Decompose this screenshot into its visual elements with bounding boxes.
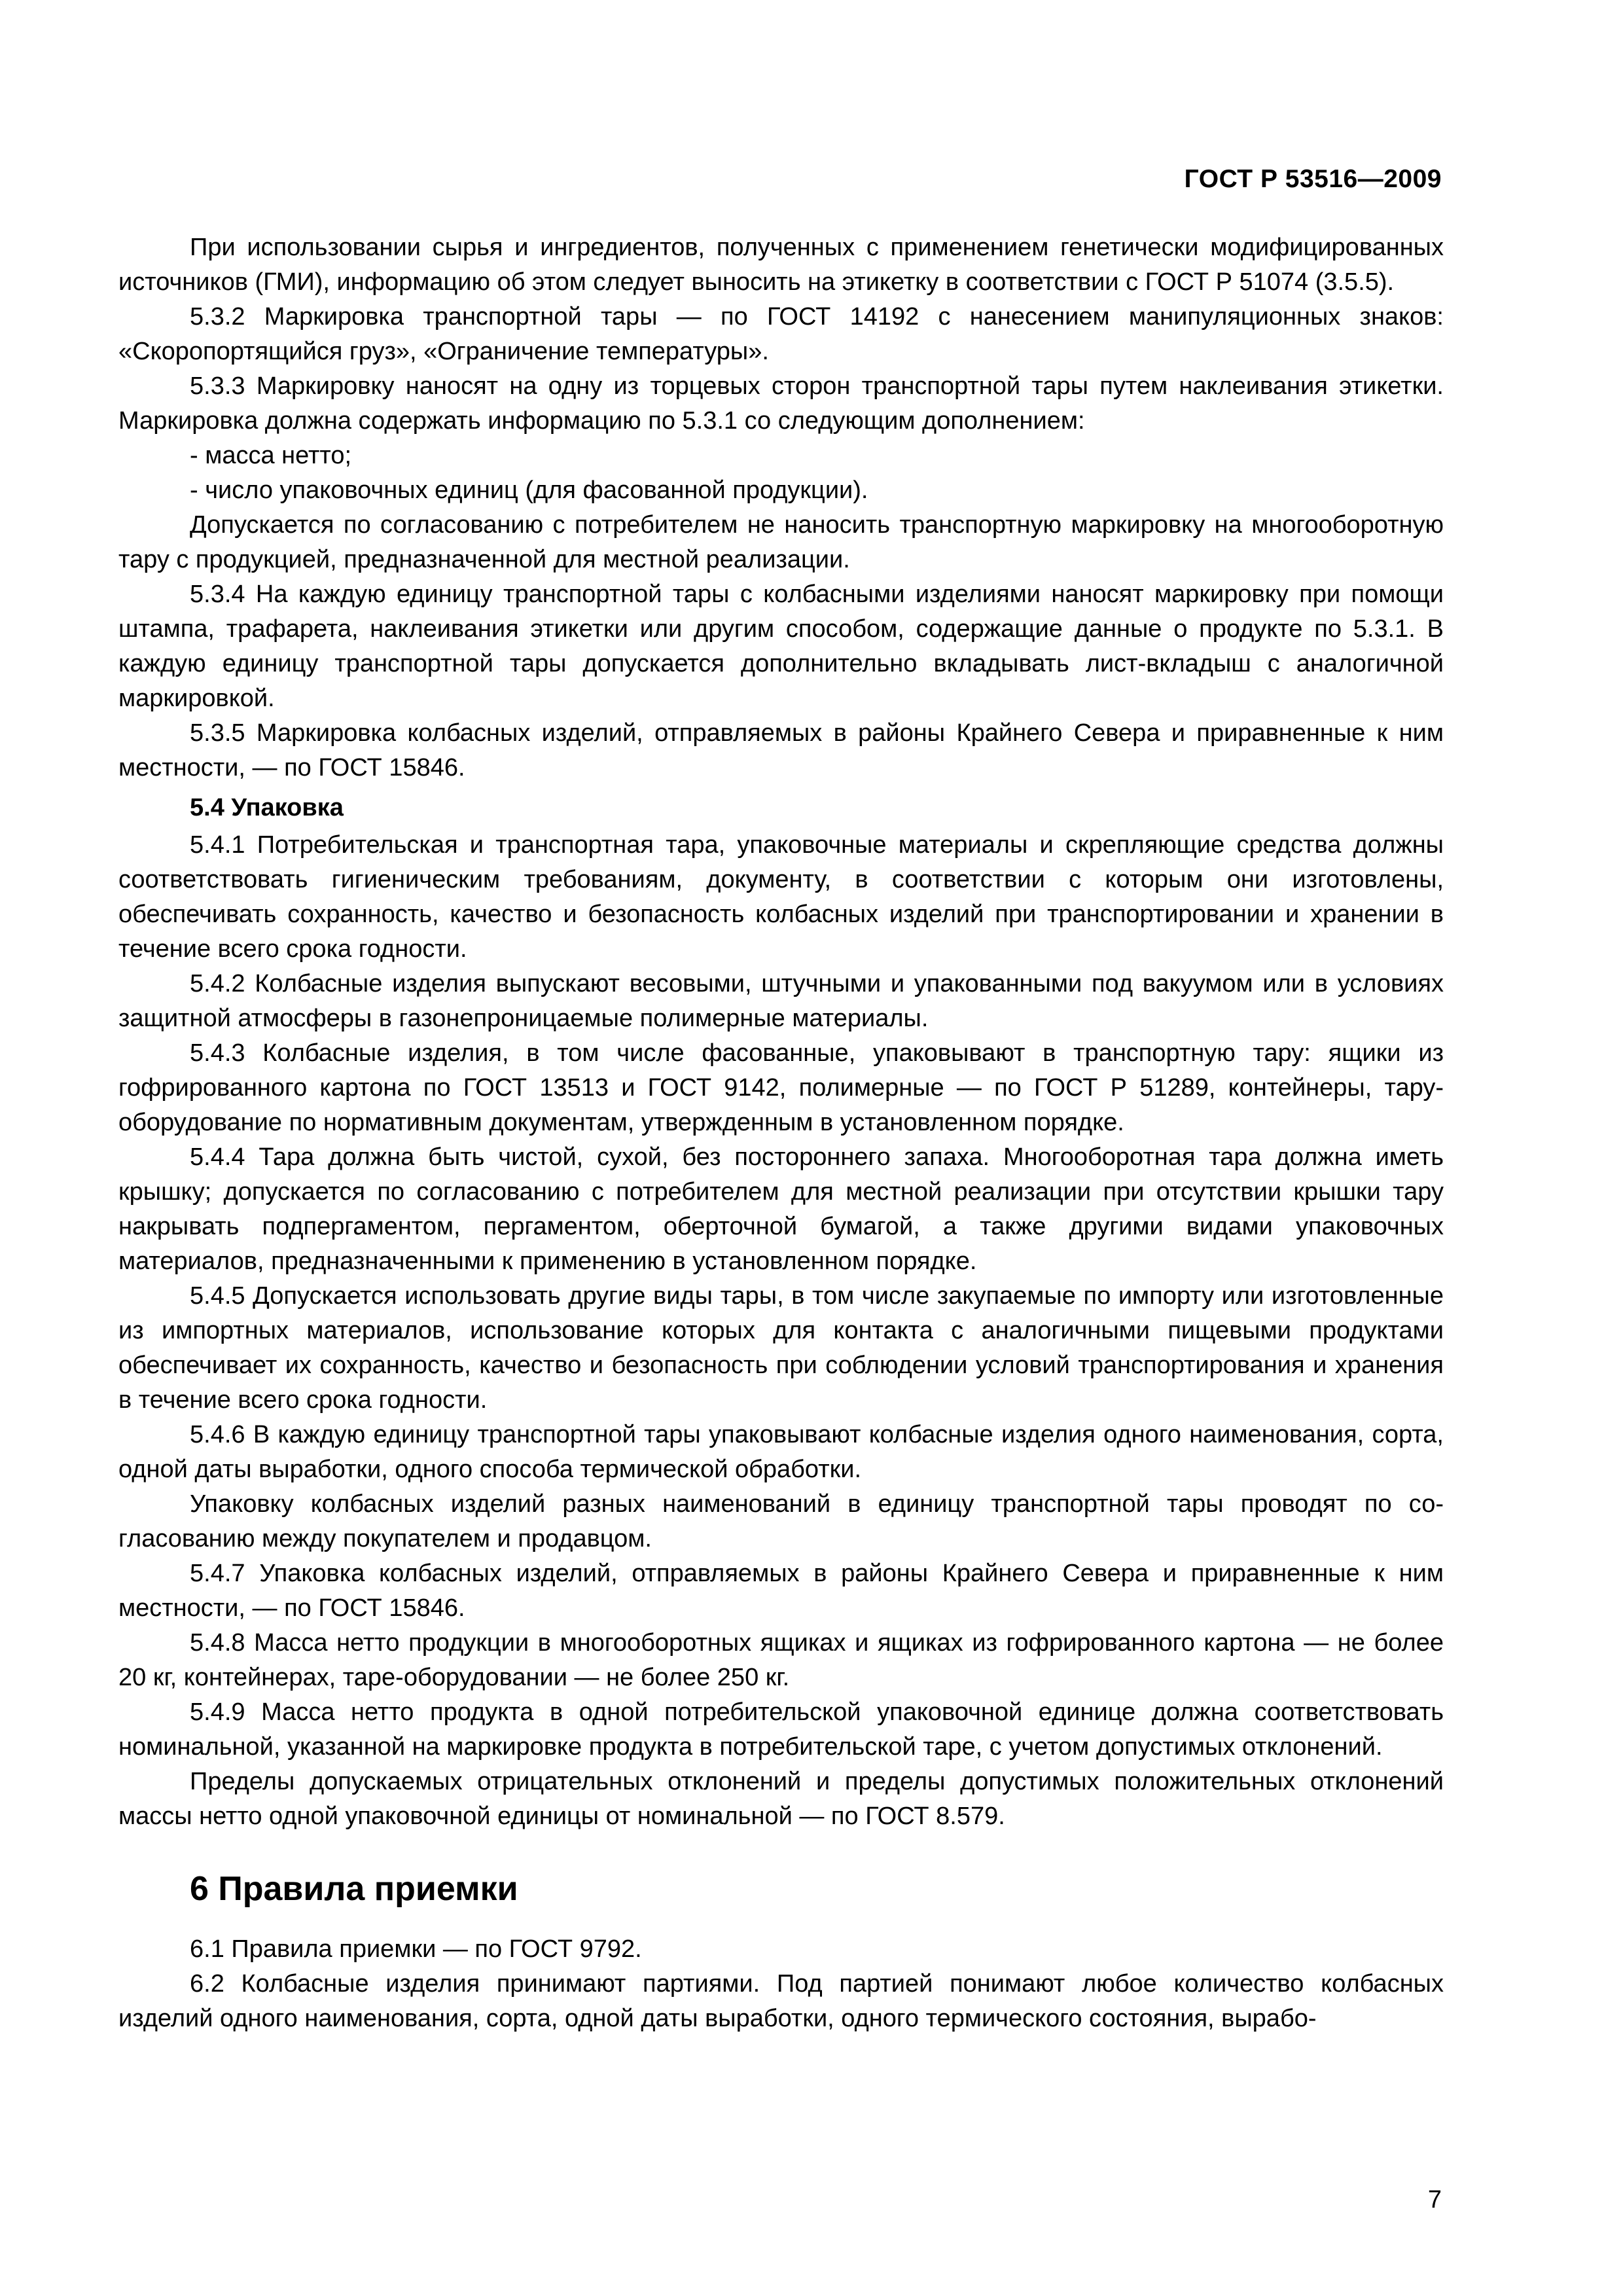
paragraph: 5.4.2 Колбасные изделия выпускают весовыми, штучными и упакованными под вакуумом или в условиях защитной атмосферы в газонепроницаемые полимерные материалы. — [118, 970, 1444, 1032]
list-item: - масса нетто; — [190, 442, 352, 469]
paragraph: Упаковку колбасных изделий разных наименований в единицу транспортной тары проводят по согласованию между покупателем и продавцом. — [118, 1490, 1444, 1552]
paragraph: 5.4.3 Колбасные изделия, в том числе фасованные, упаковывают в транспортную тару: ящики из гофрированного картона по ГОСТ 13513 и ГОСТ 9142, полимерные — по ГОСТ Р 51289, контейнеры, тару-оборудование по нормативным документам, утвержденным в установленном порядке. — [118, 1039, 1444, 1136]
paragraph: 6.2 Колбасные изделия принимают партиями. Под партией понимают любое количество колбасных изделий одного наименования, сорта, одной даты выработки, одного термического состояния, вырабо- — [118, 1970, 1444, 2032]
standard-number: ГОСТ Р 53516—2009 — [1184, 165, 1442, 193]
paragraph: 5.4.1 Потребительская и транспортная тара, упаковочные материалы и скрепляющие средства должны соответствовать гигиеническим требованиям, документу, в соответствии с которым они изготовлены, обеспечивать сохранность, качество и безопасность колбасных изделий при транспортировании и хранении в течение всего срока годности. — [118, 831, 1444, 963]
subsection-title: 5.4 Упаковка — [190, 794, 344, 821]
paragraph: 5.3.5 Маркировка колбасных изделий, отправляемых в районы Крайнего Севера и приравненные к ним местности, — по ГОСТ 15846. — [118, 719, 1444, 781]
paragraph: 6.1 Правила приемки — по ГОСТ 9792. — [190, 1935, 642, 1963]
section-title: 6 Правила приемки — [190, 1870, 518, 1908]
paragraph: 5.4.7 Упаковка колбасных изделий, отправляемых в районы Крайнего Севера и приравненные к ним местности, — по ГОСТ 15846. — [118, 1560, 1444, 1622]
document-body — [118, 230, 1444, 2036]
list-item: - число упаковочных единиц (для фасованной продукции). — [190, 476, 868, 504]
paragraph: 5.4.4 Тара должна быть чистой, сухой, без постороннего запаха. Многооборотная тара должна иметь крышку; допускается по согласованию с потребителем для местной реализации при отсутствии крышки тару накрывать подпергаментом, пергаментом, оберточной бумагой, а также другими видами упаковочных материалов, предназначенными к применению в установленном порядке. — [118, 1143, 1444, 1275]
paragraph: Пределы допускаемых отрицательных отклонений и пределы допустимых положительных отклонений массы нетто одной упаковочной единицы от номинальной — по ГОСТ 8.579. — [118, 1768, 1444, 1830]
paragraph: При использовании сырья и ингредиентов, полученных с применением генетически модифицированных источников (ГМИ), информацию об этом следует выносить на этикетку в соответствии с ГОСТ Р 51074 (3.5.5). — [118, 234, 1444, 296]
paragraph: 5.4.6 В каждую единицу транспортной тары упаковывают колбасные изделия одного наименования, сорта, одной даты выработки, одного способа термической обработки. — [118, 1421, 1444, 1483]
paragraph: 5.3.2 Маркировка транспортной тары — по ГОСТ 14192 с нанесением манипуляционных знаков: «Скоропортящийся груз», «Ограничение температуры». — [118, 303, 1444, 365]
paragraph: 5.4.5 Допускается использовать другие виды тары, в том числе закупаемые по импорту или изготовленные из импортных материалов, использование которых для контакта с аналогичными пищевыми продуктами обеспечивает их сохранность, качество и безопасность при соблюдении условий транспортирования и хранения в течение всего срока годности. — [118, 1282, 1444, 1414]
paragraph: 5.3.4 На каждую единицу транспортной тары с колбасными изделиями наносят маркировку при помощи штампа, трафарета, наклеивания этикетки или другим способом, содержащие данные о продукте по 5.3.1. В каждую единицу транспортной тары допускается дополнительно вкладывать лист-вкладыш с аналогичной маркировкой. — [118, 581, 1444, 712]
page-number: 7 — [1427, 2186, 1442, 2214]
paragraph: Допускается по согласованию с потребителем не наносить транспортную маркировку на многооборотную тару с продукцией, предназначенной для местной реализации. — [118, 511, 1444, 573]
paragraph: 5.4.8 Масса нетто продукции в многооборотных ящиках и ящиках из гофрированного картона — не более 20 кг, контейнерах, таре-оборудовании — не более 250 кг. — [118, 1629, 1444, 1691]
paragraph: 5.3.3 Маркировку наносят на одну из торцевых сторон транспортной тары путем наклеивания этикетки. Маркировка должна содержать информацию по 5.3.1 со следующим дополнением: — [118, 372, 1444, 435]
paragraph: 5.4.9 Масса нетто продукта в одной потребительской упаковочной единице должна соответствовать номинальной, указанной на маркировке продукта в потребительской таре, с учетом допустимых отклонений. — [118, 1698, 1444, 1761]
